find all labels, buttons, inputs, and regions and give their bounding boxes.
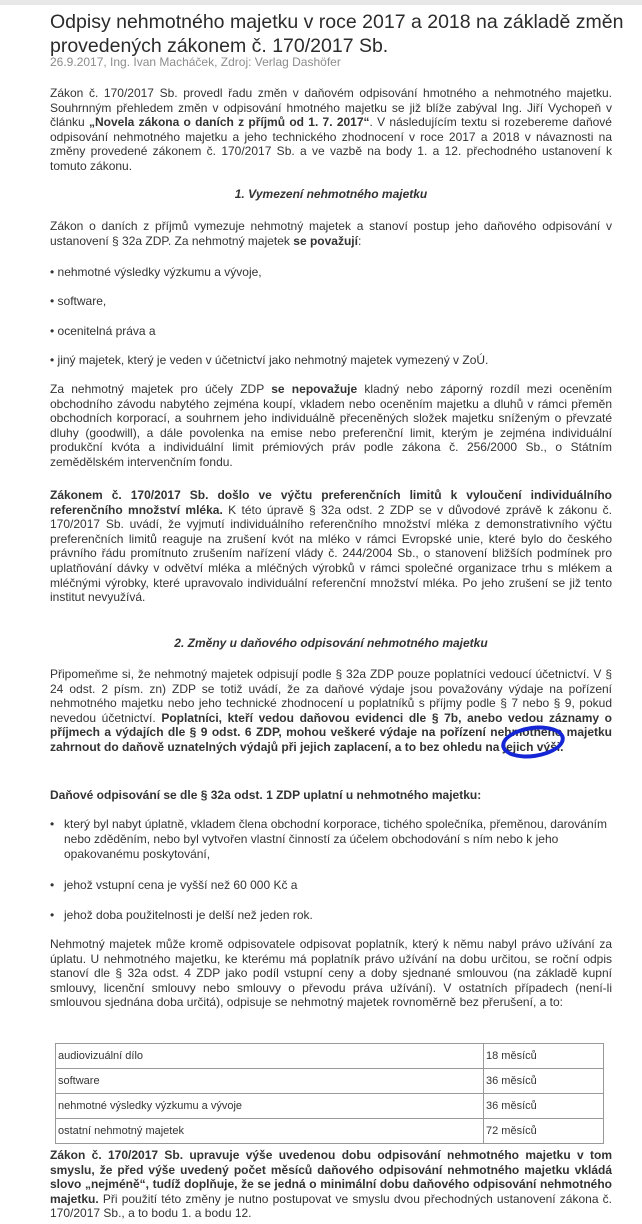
table-row — [56, 1069, 604, 1094]
table-cell: 18 měsíců — [484, 1044, 604, 1069]
article-title: Odpisy nehmotného majetku v roce 2017 a 2018 na základě změn provedených zákonem č. 170/2017 Sb. — [50, 11, 624, 57]
table-cell: 72 měsíců — [484, 1119, 604, 1144]
section-1-paragraph-3: Zákonem č. 170/2017 Sb. došlo ve výčtu preferenčních limitů k vyloučení individuálního referenčního množství mléka. K této úpravě § 32a odst. 2 ZDP se v důvodové zprávě k zákonu č. 170/2017 Sb. uvádí, že vyjmutí individuálního referenčního množství mléka z demonstrativního výčtu preferenčních limitů reaguje na zrušení kvót na mléko v rámci Evropské unie, které bylo do českého právního řádu promítnuto zrušením nařízení vlády č. 244/2004 Sb., o stanovení bližších podmínek pro uplatňování dávky v odvětví mléka a mléčných výrobků v rámci společné organizace trhu s mlékem a mléčnými výrobky, které upravovalo individuální referenční množství mléka. Po jeho zrušení se již tento institut nevyužívá. — [50, 488, 612, 605]
bullet-dot-icon: • — [50, 878, 55, 892]
list-item: • software, — [50, 294, 107, 308]
table-cell: nehmotné výsledky výzkumu a vývoje — [56, 1094, 484, 1119]
table-row — [56, 1119, 604, 1144]
section-1-heading: 1. Vymezení nehmotného majetku — [234, 187, 428, 201]
section-2-paragraph-3: Zákon č. 170/2017 Sb. upravuje výše uvedenou dobu odpisování nehmotného majetku v tom smyslu, že před výše uvedený počet měsíců daňového odpisování nehmotného majetku vkládá slovo „nejméně“, tudíž doplňuje, že se jedná o minimální dobu daňového odpisování nehmotného majetku. Při použití této změny je nutno postupovat ve smyslu dvou přechodných ustanovení zákona č. 170/2017 Sb., a to bodu 1. a bodu 12. — [50, 1148, 612, 1221]
table-row — [56, 1044, 604, 1069]
section-1-paragraph-2: Za nehmotný majetek pro účely ZDP se nepovažuje kladný nebo záporný rozdíl mezi oceněním obchodního závodu nabytého zejména koupí, vkladem nebo oceněním majetku a dluhů v rámci přeměn obchodních korporací, a souhrnem jeho individuálně přeceněných složek majetku sníženým o převzaté dluhy (goodwill), a dále povolenka na emise nebo preferenční limit, kterým je zejména individuální produkční kvóta a individuální limit prémiových práv podle zákona č. 256/2000 Sb., o Státním zemědělském intervenčním fondu. — [50, 382, 612, 469]
table-cell: audiovizuální dílo — [56, 1044, 484, 1069]
bullet-dot-icon: • — [50, 817, 55, 831]
table-cell: software — [56, 1069, 484, 1094]
section-1-paragraph-1: Zákon o daních z příjmů vymezuje nehmotný majetek a stanoví postup jeho daňového odpisování v ustanovení § 32a ZDP. Za nehmotný majetek se považují: — [50, 219, 612, 248]
section-2-paragraph-2: Nehmotný majetek může kromě odpisovatele odpisovat poplatník, který k němu nabyl právo užívání za úplatu. U nehmotného majetku, ke kterému má poplatník právo užívání na dobu určitou, se roční odpis stanoví dle § 32a odst. 4 ZDP jako podíl vstupní ceny a doby sjednané smlouvou (na základě kupní smlouvy, licenční smlouvy nebo smlouvy o převodu práva užívání). V ostatních případech (není-li smlouvou sjednána doba určitá), odpisuje se nehmotný majetek rovnoměrně bez přerušení, a to: — [50, 937, 612, 1010]
table-cell: 36 měsíců — [484, 1094, 604, 1119]
list-item: • nehmotné výsledky výzkumu a vývoje, — [50, 265, 262, 279]
table-cell: ostatní nehmotný majetek — [56, 1119, 484, 1144]
article-page: Odpisy nehmotného majetku v roce 2017 a 2018 na základě změn provedených zákonem č. 170/2017 Sb. 26.9.2017, Ing. Ivan Macháček, Zdroj: Verlag Dashöfer Zákon č. 170/2017 Sb. provedl řadu změn v daňovém odpisování hmotného a nehmotného majetku. Souhrnným přehledem změn v odpisování hmotného majetku se již blíže zabýval Ing. Jiří Vychopeň v článku „Novela zákona o daních z příjmů od 1. 7. 2017“. V následujícím textu si rozebereme daňové odpisování nehmotného majetku a jeho technického zhodnocení v roce 2017 a 2018 v návaznosti na změny provedené zákonem č. 170/2017 Sb. a ve vazbě na body 1. a 12. přechodného ustanovení k tomuto zákonu. 1. Vymezení nehmotného majetku Zákon o daních z příjmů vymezuje nehmotný majetek a stanoví postup jeho daňového odpisování v ustanovení § 32a ZDP. Za nehmotný majetek se považují: • nehmotné výsledky výzkumu a vývoje, • software, • ocenitelná práva a • jiný majetek, který je veden v účetnictví jako nehmotný majetek vymezený v ZoÚ. Za nehmotný majetek pro účely ZDP se nepovažuje kladný nebo záporný rozdíl mezi oceněním obchodního závodu nabytého zejména koupí, vkladem nebo oceněním majetku a dluhů v rámci přeměn obchodních korporací, a souhrnem jeho individuálně přeceněných složek majetku sníženým o převzaté dluhy (goodwill), a dále povolenka na emise nebo preferenční limit, kterým je zejména individuální produkční kvóta a individuální limit prémiových práv podle zákona č. 256/2000 Sb., o Státním zemědělském intervenčním fondu. Zákonem č. 170/2017 Sb. došlo ve výčtu preferenčních limitů k vyloučení individuálního referenčního množství mléka. K této úpravě § 32a odst. 2 ZDP se v důvodové zprávě k zákonu č. 170/2017 Sb. uvádí, že vyjmutí individuálního referenčního množství mléka z demonstrativního výčtu preferenčních limitů reaguje na zrušení kvót na mléko v rámci Evropské unie, které bylo do českého právního řádu promítnuto zrušením nařízení vlády č. 244/2004 Sb., o stanovení bližších podmínek pro uplatňování dávky v odvětví mléka a mléčných výrobků v rámci společné organizace trhu s mlékem a mléčnými výrobky, které upravovalo individuální referenční množství mléka. Po jeho zrušení se již tento institut nevyužívá. 2. Změny u daňového odpisování nehmotného majetku Připomeňme si, že nehmotný majetek odpisují podle § 32a ZDP pouze poplatníci vedoucí účetnictví. V § 24 odst. 2 písm. zn) ZDP se totiž uvádí, že za daňové výdaje jsou považovány výdaje na pořízení nehmotného majetku nebo jeho technické zhodnocení u poplatníků s příjmy podle § 7 nebo § 9, pokud nevedou účetnictví. Poplatníci, kteří vedou daňovou evidenci dle § 7b, anebo vedou záznamy o příjmech a výdajích dle § 9 odst. 6 ZDP, mohou veškeré výdaje na pořízení nehmotného majetku zahrnout do daňově uznatelných výdajů při jejich zaplacení, a to bez ohledu na jejich výši. Daňové odpisování se dle § 32a odst. 1 ZDP uplatní u nehmotného majetku: • který byl nabyt úplatně, vkladem člena obchodní korporace, tichého společníka, přeměnou, darováním nebo zděděním, nebo byl vytvořen vlastní činností za účelem obchodování s ním nebo k jeho opakovanému poskytování, • jehož vstupní cena je vyšší než 60 000 Kč a • jehož doba použitelnosti je delší než jeden rok. Nehmotný majetek může kromě odpisovatele odpisovat poplatník, který k němu nabyl právo užívání za úplatu. U nehmotného majetku, ke kterému má poplatník právo užívání na dobu určitou, se roční odpis stanoví dle § 32a odst. 4 ZDP jako podíl vstupní ceny a doby sjednané smlouvou (na základě kupní smlouvy, licenční smlouvy nebo smlouvy o převodu práva užívání). V ostatních případech (není-li smlouvou sjednána doba určitá), odpisuje se nehmotný majetek rovnoměrně bez přerušení, a to: audiovizuální dílo 18 měsíců software 36 měsíců nehmotné výsledky výzkumu a vývoje 36 měsíců ostatní nehmotný majetek 72 měsíců Zákon č. 170/2017 Sb. upravuje výše uvedenou dobu odpisování nehmotného majetku v tom smyslu, že před výše uvedený počet měsíců daňového odpisování nehmotného majetku vkládá slovo „nejméně“, tudíž doplňuje, že se jedná o minimální dobu daňového odpisování nehmotného majetku. Při použití této změny je nutno postupovat ve smyslu dvou přechodných ustanovení zákona č. 170/2017 Sb., a to bodu 1. a bodu 12. — [0, 0, 642, 1224]
section-2-paragraph-1: Připomeňme si, že nehmotný majetek odpisují podle § 32a ZDP pouze poplatníci vedoucí účetnictví. V § 24 odst. 2 písm. zn) ZDP se totiž uvádí, že za daňové výdaje jsou považovány výdaje na pořízení nehmotného majetku nebo jeho technické zhodnocení u poplatníků s příjmy podle § 7 nebo § 9, pokud nevedou účetnictví. Poplatníci, kteří vedou daňovou evidenci dle § 7b, anebo vedou záznamy o příjmech a výdajích dle § 9 odst. 6 ZDP, mohou veškeré výdaje na pořízení nehmotného majetku zahrnout do daňově uznatelných výdajů při jejich zaplacení, a to bez ohledu na jejich výši. — [50, 667, 612, 754]
article-meta: 26.9.2017, Ing. Ivan Macháček, Zdroj: Verlag Dashöfer — [50, 55, 341, 69]
top-border — [0, 0, 642, 5]
list-item: • jiný majetek, který je veden v účetnictví jako nehmotný majetek vymezený v ZoÚ. — [50, 353, 489, 367]
bullet-dot-icon: • — [50, 908, 55, 922]
article-link[interactable]: „Novela zákona o daních z příjmů od 1. 7. 2017“ — [88, 115, 370, 130]
list-item: • ocenitelná práva a — [50, 324, 156, 338]
depreciation-table — [55, 1043, 604, 1144]
intro-paragraph: Zákon č. 170/2017 Sb. provedl řadu změn v daňovém odpisování hmotného a nehmotného majetku. Souhrnným přehledem změn v odpisování hmotného majetku se již blíže zabýval Ing. Jiří Vychopeň v článku „Novela zákona o daních z příjmů od 1. 7. 2017“. V následujícím textu si rozebereme daňové odpisování nehmotného majetku a jeho technického zhodnocení v roce 2017 a 2018 v návaznosti na změny provedené zákonem č. 170/2017 Sb. a ve vazbě na body 1. a 12. přechodného ustanovení k tomuto zákonu. — [50, 86, 612, 173]
section-2-subheading: Daňové odpisování se dle § 32a odst. 1 ZDP uplatní u nehmotného majetku: — [50, 788, 482, 802]
table-cell: 36 měsíců — [484, 1069, 604, 1094]
section-2-heading: 2. Změny u daňového odpisování nehmotného majetku — [174, 636, 488, 650]
table-row — [56, 1094, 604, 1119]
